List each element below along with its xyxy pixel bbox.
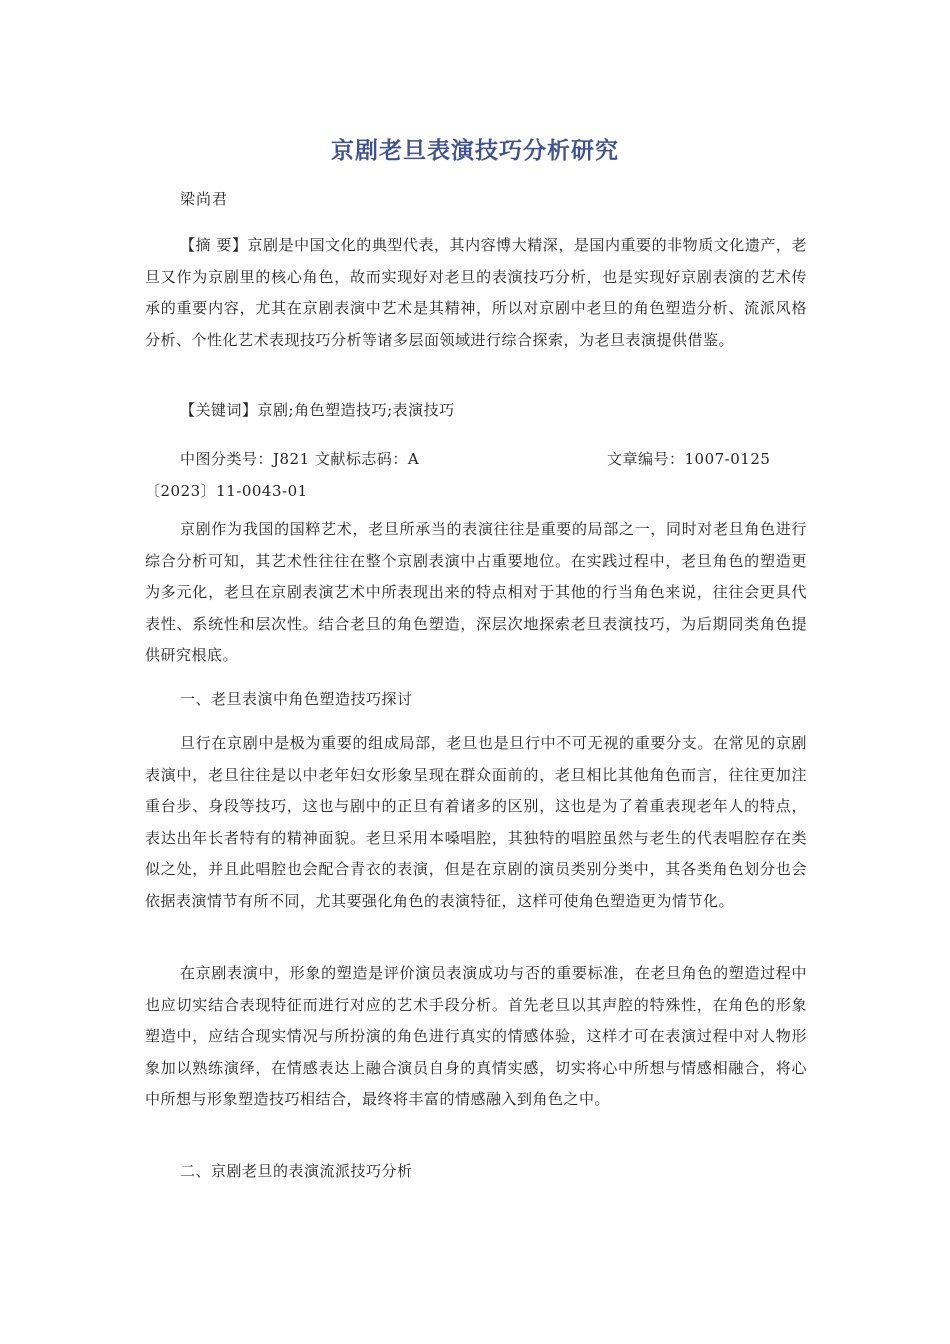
abstract — [145, 230, 807, 356]
article-number: 文章编号：1007-0125 — [607, 450, 771, 468]
section1-paragraph-1: 旦行在京剧中是极为重要的组成局部，老旦也是旦行中不可无视的重要分支。在常见的京剧表演中，老旦往往是以中老年妇女形象呈现在群众面前的，老旦相比其他角色而言，往往更加注重台步、身段等技巧，这也与剧中的正旦有着诸多的区别，这也是为了着重表现老年人的特点，表达出年长者特有的精神面貌。老旦采用本嗓唱腔，其独特的唱腔虽然与老生的代表唱腔存在类似之处，并且此唱腔也会配合青衣的表演，但是在京剧的演员类别分类中，其各类角色划分也会依据表演情节有所不同，尤其要强化角色的表演特征，这样可使角色塑造更为情节化。 — [145, 734, 807, 910]
intro-paragraph: 京剧作为我国的国粹艺术，老旦所承当的表演往往是重要的局部之一，同时对老旦角色进行综合分析可知，其艺术性往往在整个京剧表演中占重要地位。在实践过程中，老旦角色的塑造更为多元化，老旦在京剧表演艺术中所表现出来的特点相对于其他的行当角色来说，往往会更具代表性、系统性和层次性。结合老旦的角色塑造，深层次地探索老旦表演技巧，为后期同类角色提供研究根底。 — [145, 520, 807, 664]
keywords — [180, 399, 455, 420]
section2-heading: 二、京剧老旦的表演流派技巧分析 — [180, 1162, 413, 1180]
section1-heading: 一、老旦表演中角色塑造技巧探讨 — [180, 690, 413, 708]
keywords-label: 【关键词】 — [180, 401, 258, 419]
issue-code: 〔2023〕11-0043-01 — [145, 481, 308, 500]
clc-code: 中图分类号：J821 文献标志码：A — [180, 450, 420, 468]
abstract-text: 京剧是中国文化的典型代表，其内容博大精深，是国内重要的非物质文化遗产，老旦又作为京剧里的核心角色，故而实现好对老旦的表演技巧分析，也是实现好京剧表演的艺术传承的重要内容，尤其在京剧表演中艺术是其精神，所以对京剧中老旦的角色塑造分析、流派风格分析、个性化艺术表现技巧分析等诸多层面领域进行综合探索，为老旦表演提供借鉴。 — [145, 236, 807, 349]
author-name: 梁尚君 — [180, 190, 229, 208]
abstract-label: 【摘 要】 — [180, 236, 248, 254]
paper-title: 京剧老旦表演技巧分析研究 — [331, 138, 619, 164]
classification-info — [145, 444, 807, 507]
section1-paragraph-2: 在京剧表演中，形象的塑造是评价演员表演成功与否的重要标准，在老旦角色的塑造过程中也应切实结合表现特征而进行对应的艺术手段分析。首先老旦以其声腔的特殊性，在角色的形象塑造中，应结合现实情况与所扮演的角色进行真实的情感体验，这样才可在表演过程中对人物形象加以熟练演绎，在情感表达上融合演员自身的真情实感，切实将心中所想与情感相融合，将心中所想与形象塑造技巧相结合，最终将丰富的情感融入到角色之中。 — [145, 964, 807, 1108]
keywords-text: 京剧;角色塑造技巧;表演技巧 — [257, 401, 455, 419]
